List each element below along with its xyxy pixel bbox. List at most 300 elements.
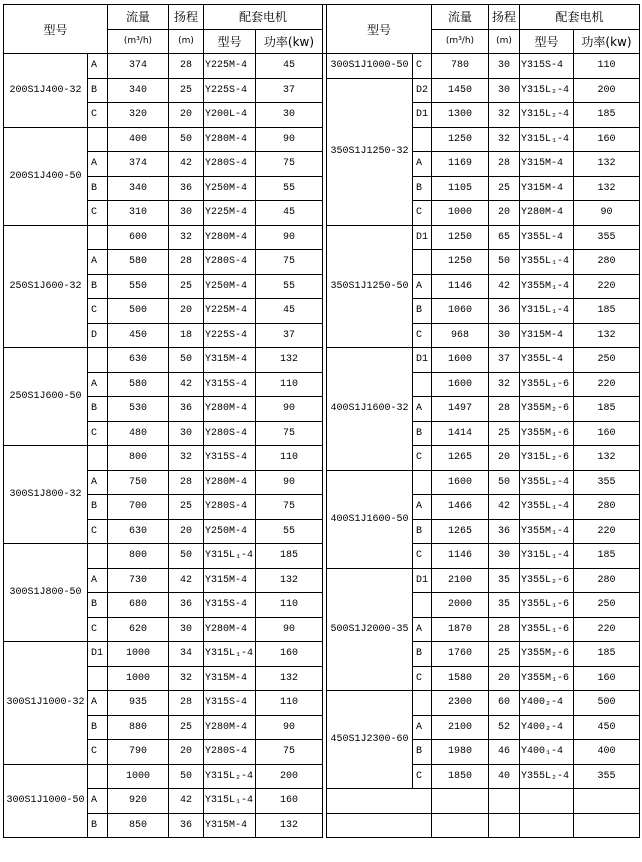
- table-row: [4, 813, 640, 838]
- flow-cell: 600: [108, 225, 169, 250]
- variant-suffix-cell: C: [413, 544, 432, 569]
- table-row: [4, 250, 640, 275]
- motor-model-cell: Y315L₁-4: [520, 127, 574, 152]
- variant-suffix-cell: C: [413, 54, 432, 79]
- head-cell: 32: [169, 446, 204, 471]
- variant-suffix-cell: C: [88, 299, 108, 324]
- motor-model-cell: Y355M₁-4: [520, 274, 574, 299]
- variant-suffix-cell: A: [88, 152, 108, 177]
- col-motor-model-header: 型号: [204, 29, 256, 54]
- motor-model-cell: Y315M-4: [520, 323, 574, 348]
- flow-cell: 480: [108, 421, 169, 446]
- table-row: [4, 740, 640, 765]
- flow-cell: 1000: [108, 764, 169, 789]
- variant-suffix-cell: A: [88, 691, 108, 716]
- head-cell: 28: [489, 617, 520, 642]
- motor-model-cell: Y355M₂-6: [520, 397, 574, 422]
- table-body: [4, 54, 640, 838]
- table-divider: [323, 446, 327, 471]
- flow-cell: 374: [108, 54, 169, 79]
- motor-model-cell: Y280M-4: [204, 470, 256, 495]
- motor-power-cell: 220: [574, 519, 640, 544]
- motor-power-cell: 132: [574, 323, 640, 348]
- flow-cell: 790: [108, 740, 169, 765]
- table-row: [4, 715, 640, 740]
- col-motor-power-header: 功率(kw): [574, 29, 640, 54]
- variant-suffix-cell: [88, 348, 108, 373]
- motor-model-cell: Y250M-4: [204, 176, 256, 201]
- motor-power-cell: 45: [256, 54, 323, 79]
- motor-model-cell: Y280S-4: [204, 495, 256, 520]
- flow-cell: 1466: [432, 495, 489, 520]
- pump-model-cell: 400S1J1600-50: [327, 470, 413, 568]
- table-divider: [323, 642, 327, 667]
- pump-spec-sheet: [3, 4, 640, 838]
- motor-power-cell: 185: [574, 103, 640, 128]
- motor-model-cell: Y280M-4: [204, 127, 256, 152]
- head-cell: 28: [169, 470, 204, 495]
- table-row: [4, 225, 640, 250]
- variant-suffix-cell: C: [88, 201, 108, 226]
- table-divider: [323, 201, 327, 226]
- variant-suffix-cell: C: [88, 103, 108, 128]
- motor-model-cell: Y355L₂-4: [520, 470, 574, 495]
- motor-power-cell: 110: [256, 446, 323, 471]
- motor-model-cell: Y315M-4: [204, 568, 256, 593]
- col-head-header: 扬程: [489, 5, 520, 30]
- motor-power-cell: 185: [574, 397, 640, 422]
- motor-power-cell: 160: [574, 666, 640, 691]
- motor-power-cell: 280: [574, 250, 640, 275]
- head-cell: 28: [489, 152, 520, 177]
- head-cell: 30: [489, 54, 520, 79]
- variant-suffix-cell: A: [413, 617, 432, 642]
- motor-model-cell: Y355L₁-6: [520, 372, 574, 397]
- motor-model-cell: Y355M₁-6: [520, 666, 574, 691]
- empty-cell: [432, 813, 489, 838]
- motor-power-cell: 200: [256, 764, 323, 789]
- motor-model-cell: Y355L₂-4: [520, 764, 574, 789]
- motor-power-cell: 37: [256, 78, 323, 103]
- variant-suffix-cell: D: [88, 323, 108, 348]
- motor-model-cell: Y225M-4: [204, 201, 256, 226]
- head-cell: 32: [169, 225, 204, 250]
- table-row: [4, 642, 640, 667]
- flow-cell: 340: [108, 176, 169, 201]
- table-divider: [323, 127, 327, 152]
- motor-power-cell: 132: [256, 666, 323, 691]
- flow-cell: 1250: [432, 250, 489, 275]
- head-cell: 46: [489, 740, 520, 765]
- variant-suffix-cell: C: [413, 666, 432, 691]
- motor-model-cell: Y315L₂-4: [520, 103, 574, 128]
- variant-suffix-cell: [413, 250, 432, 275]
- variant-suffix-cell: C: [88, 519, 108, 544]
- empty-cell: [520, 789, 574, 814]
- flow-cell: 1980: [432, 740, 489, 765]
- head-cell: 36: [489, 299, 520, 324]
- flow-cell: 630: [108, 519, 169, 544]
- motor-model-cell: Y225S-4: [204, 78, 256, 103]
- variant-suffix-cell: C: [88, 617, 108, 642]
- variant-suffix-cell: [88, 127, 108, 152]
- variant-suffix-cell: A: [88, 250, 108, 275]
- motor-model-cell: Y250M-4: [204, 519, 256, 544]
- variant-suffix-cell: B: [413, 642, 432, 667]
- table-row: [4, 568, 640, 593]
- empty-cell: [520, 813, 574, 838]
- motor-model-cell: Y280S-4: [204, 421, 256, 446]
- motor-power-cell: 220: [574, 274, 640, 299]
- variant-suffix-cell: A: [88, 372, 108, 397]
- table-divider: [323, 274, 327, 299]
- motor-power-cell: 355: [574, 225, 640, 250]
- variant-suffix-cell: [88, 225, 108, 250]
- flow-cell: 1265: [432, 446, 489, 471]
- motor-power-cell: 110: [256, 593, 323, 618]
- variant-suffix-cell: A: [413, 495, 432, 520]
- flow-cell: 620: [108, 617, 169, 642]
- head-cell: 20: [169, 299, 204, 324]
- motor-power-cell: 110: [256, 372, 323, 397]
- table-divider: [323, 764, 327, 789]
- motor-model-cell: Y225S-4: [204, 323, 256, 348]
- col-flow-unit: (m³/h): [108, 29, 169, 54]
- motor-model-cell: Y280S-4: [204, 740, 256, 765]
- col-head-unit: (m): [489, 29, 520, 54]
- variant-suffix-cell: B: [88, 593, 108, 618]
- flow-cell: 580: [108, 250, 169, 275]
- flow-cell: 730: [108, 568, 169, 593]
- flow-cell: 580: [108, 372, 169, 397]
- col-motor-header: 配套电机: [204, 5, 323, 30]
- col-model-header: 型号: [327, 5, 432, 54]
- head-cell: 32: [489, 103, 520, 128]
- variant-suffix-cell: D1: [413, 103, 432, 128]
- flow-cell: 1146: [432, 274, 489, 299]
- flow-cell: 1000: [108, 666, 169, 691]
- motor-model-cell: Y315M-4: [204, 348, 256, 373]
- empty-cell: [327, 813, 432, 838]
- motor-model-cell: Y355M₁-6: [520, 421, 574, 446]
- motor-model-cell: Y315L₁-4: [520, 299, 574, 324]
- motor-power-cell: 37: [256, 323, 323, 348]
- motor-power-cell: 185: [574, 642, 640, 667]
- motor-model-cell: Y315L₁-4: [204, 544, 256, 569]
- head-cell: 20: [489, 201, 520, 226]
- motor-model-cell: Y315L₁-4: [204, 789, 256, 814]
- table-row: [4, 323, 640, 348]
- motor-power-cell: 132: [256, 813, 323, 838]
- variant-suffix-cell: C: [413, 446, 432, 471]
- head-cell: 42: [169, 152, 204, 177]
- flow-cell: 1000: [108, 642, 169, 667]
- variant-suffix-cell: D1: [413, 348, 432, 373]
- pump-model-cell: 250S1J600-32: [4, 225, 88, 348]
- header-row-1: [4, 5, 640, 30]
- variant-suffix-cell: D2: [413, 78, 432, 103]
- variant-suffix-cell: B: [88, 715, 108, 740]
- flow-cell: 1169: [432, 152, 489, 177]
- motor-power-cell: 75: [256, 421, 323, 446]
- table-row: [4, 103, 640, 128]
- variant-suffix-cell: B: [413, 421, 432, 446]
- motor-power-cell: 90: [256, 127, 323, 152]
- flow-cell: 1580: [432, 666, 489, 691]
- table-row: [4, 617, 640, 642]
- head-cell: 42: [169, 568, 204, 593]
- flow-cell: 1850: [432, 764, 489, 789]
- empty-cell: [574, 813, 640, 838]
- motor-power-cell: 160: [256, 789, 323, 814]
- pump-model-cell: 200S1J400-32: [4, 54, 88, 128]
- motor-model-cell: Y315M-4: [520, 176, 574, 201]
- flow-cell: 1250: [432, 127, 489, 152]
- motor-power-cell: 400: [574, 740, 640, 765]
- table-divider: [323, 372, 327, 397]
- flow-cell: 2000: [432, 593, 489, 618]
- variant-suffix-cell: A: [413, 274, 432, 299]
- flow-cell: 1300: [432, 103, 489, 128]
- motor-model-cell: Y315L₂-6: [520, 446, 574, 471]
- head-cell: 30: [489, 78, 520, 103]
- variant-suffix-cell: B: [88, 274, 108, 299]
- motor-power-cell: 75: [256, 495, 323, 520]
- head-cell: 40: [489, 764, 520, 789]
- table-row: [4, 421, 640, 446]
- col-model-header: 型号: [4, 5, 108, 54]
- head-cell: 37: [489, 348, 520, 373]
- variant-suffix-cell: A: [413, 397, 432, 422]
- motor-model-cell: Y355L-4: [520, 348, 574, 373]
- flow-cell: 800: [108, 544, 169, 569]
- head-cell: 25: [169, 715, 204, 740]
- head-cell: 30: [169, 421, 204, 446]
- motor-power-cell: 90: [256, 715, 323, 740]
- col-head-header: 扬程: [169, 5, 204, 30]
- flow-cell: 1250: [432, 225, 489, 250]
- variant-suffix-cell: [413, 691, 432, 716]
- flow-cell: 374: [108, 152, 169, 177]
- flow-cell: 1600: [432, 470, 489, 495]
- head-cell: 30: [489, 323, 520, 348]
- variant-suffix-cell: A: [88, 568, 108, 593]
- motor-power-cell: 90: [256, 617, 323, 642]
- head-cell: 28: [169, 691, 204, 716]
- flow-cell: 2300: [432, 691, 489, 716]
- motor-model-cell: Y225M-4: [204, 54, 256, 79]
- table-row: [4, 519, 640, 544]
- head-cell: 25: [489, 176, 520, 201]
- pump-model-cell: 200S1J400-50: [4, 127, 88, 225]
- pump-model-cell: 350S1J1250-32: [327, 78, 413, 225]
- motor-power-cell: 185: [574, 544, 640, 569]
- head-cell: 20: [169, 519, 204, 544]
- table-divider: [323, 617, 327, 642]
- table-row: [4, 446, 640, 471]
- variant-suffix-cell: B: [88, 813, 108, 838]
- flow-cell: 1760: [432, 642, 489, 667]
- motor-model-cell: Y355L₁-6: [520, 617, 574, 642]
- pump-spec-table: [3, 4, 640, 838]
- col-flow-header: 流量: [432, 5, 489, 30]
- motor-power-cell: 450: [574, 715, 640, 740]
- head-cell: 36: [489, 519, 520, 544]
- variant-suffix-cell: C: [413, 201, 432, 226]
- head-cell: 20: [169, 103, 204, 128]
- motor-power-cell: 55: [256, 519, 323, 544]
- motor-model-cell: Y200L-4: [204, 103, 256, 128]
- flow-cell: 880: [108, 715, 169, 740]
- head-cell: 50: [169, 764, 204, 789]
- col-flow-header: 流量: [108, 5, 169, 30]
- table-divider: [323, 323, 327, 348]
- table-row: [4, 372, 640, 397]
- table-row: [4, 495, 640, 520]
- empty-cell: [489, 813, 520, 838]
- flow-cell: 1600: [432, 372, 489, 397]
- variant-suffix-cell: C: [88, 421, 108, 446]
- motor-power-cell: 45: [256, 201, 323, 226]
- table-divider: [323, 495, 327, 520]
- variant-suffix-cell: A: [413, 152, 432, 177]
- motor-model-cell: Y280M-4: [204, 397, 256, 422]
- head-cell: 32: [489, 127, 520, 152]
- pump-model-cell: 450S1J2300-60: [327, 691, 413, 789]
- motor-model-cell: Y315S-4: [204, 372, 256, 397]
- motor-model-cell: Y280S-4: [204, 250, 256, 275]
- variant-suffix-cell: C: [413, 764, 432, 789]
- motor-power-cell: 90: [256, 397, 323, 422]
- variant-suffix-cell: A: [88, 470, 108, 495]
- head-cell: 25: [489, 421, 520, 446]
- motor-power-cell: 132: [574, 176, 640, 201]
- head-cell: 42: [169, 789, 204, 814]
- motor-power-cell: 75: [256, 152, 323, 177]
- flow-cell: 310: [108, 201, 169, 226]
- flow-cell: 1105: [432, 176, 489, 201]
- variant-suffix-cell: C: [413, 323, 432, 348]
- head-cell: 50: [169, 348, 204, 373]
- table-row: [4, 691, 640, 716]
- flow-cell: 1265: [432, 519, 489, 544]
- head-cell: 25: [489, 642, 520, 667]
- col-motor-header: 配套电机: [520, 5, 640, 30]
- flow-cell: 1000: [432, 201, 489, 226]
- motor-model-cell: Y315S-4: [204, 446, 256, 471]
- motor-model-cell: Y280S-4: [204, 152, 256, 177]
- flow-cell: 1450: [432, 78, 489, 103]
- motor-model-cell: Y355L-4: [520, 225, 574, 250]
- flow-cell: 680: [108, 593, 169, 618]
- flow-cell: 1146: [432, 544, 489, 569]
- motor-model-cell: Y315L₂-4: [204, 764, 256, 789]
- motor-model-cell: Y315S-4: [204, 593, 256, 618]
- motor-power-cell: 132: [256, 348, 323, 373]
- motor-model-cell: Y280M-4: [204, 225, 256, 250]
- table-row: [4, 397, 640, 422]
- flow-cell: 320: [108, 103, 169, 128]
- variant-suffix-cell: D1: [88, 642, 108, 667]
- flow-cell: 530: [108, 397, 169, 422]
- head-cell: 50: [169, 127, 204, 152]
- variant-suffix-cell: D1: [413, 225, 432, 250]
- motor-model-cell: Y315S-4: [204, 691, 256, 716]
- table-divider: [323, 740, 327, 765]
- motor-power-cell: 90: [256, 225, 323, 250]
- variant-suffix-cell: B: [413, 740, 432, 765]
- flow-cell: 1060: [432, 299, 489, 324]
- motor-power-cell: 110: [574, 54, 640, 79]
- motor-power-cell: 90: [574, 201, 640, 226]
- motor-model-cell: Y355L₁-4: [520, 495, 574, 520]
- motor-model-cell: Y400₂-4: [520, 691, 574, 716]
- empty-cell: [432, 789, 489, 814]
- table-row: [4, 544, 640, 569]
- table-row: [4, 593, 640, 618]
- head-cell: 20: [489, 666, 520, 691]
- head-cell: 34: [169, 642, 204, 667]
- motor-model-cell: Y280M-4: [204, 715, 256, 740]
- variant-suffix-cell: B: [413, 299, 432, 324]
- head-cell: 42: [169, 372, 204, 397]
- variant-suffix-cell: [88, 446, 108, 471]
- flow-cell: 500: [108, 299, 169, 324]
- motor-power-cell: 355: [574, 470, 640, 495]
- head-cell: 42: [489, 495, 520, 520]
- flow-cell: 780: [432, 54, 489, 79]
- head-cell: 36: [169, 397, 204, 422]
- variant-suffix-cell: A: [88, 54, 108, 79]
- table-divider: [323, 715, 327, 740]
- motor-power-cell: 355: [574, 764, 640, 789]
- pump-model-cell: 400S1J1600-32: [327, 348, 413, 471]
- variant-suffix-cell: [88, 666, 108, 691]
- motor-model-cell: Y315L₂-4: [520, 78, 574, 103]
- table-row: [4, 666, 640, 691]
- flow-cell: 920: [108, 789, 169, 814]
- col-head-unit: (m): [169, 29, 204, 54]
- motor-model-cell: Y355M₂-6: [520, 642, 574, 667]
- motor-model-cell: Y355L₂-6: [520, 568, 574, 593]
- flow-cell: 800: [108, 446, 169, 471]
- flow-cell: 340: [108, 78, 169, 103]
- motor-model-cell: Y315M-4: [204, 813, 256, 838]
- table-row: [4, 348, 640, 373]
- variant-suffix-cell: B: [88, 176, 108, 201]
- motor-power-cell: 30: [256, 103, 323, 128]
- table-row: [4, 152, 640, 177]
- variant-suffix-cell: B: [88, 397, 108, 422]
- motor-model-cell: Y400₂-4: [520, 715, 574, 740]
- head-cell: 28: [489, 397, 520, 422]
- motor-model-cell: Y315M-4: [520, 152, 574, 177]
- table-divider: [323, 421, 327, 446]
- pump-model-cell: 300S1J800-50: [4, 544, 88, 642]
- flow-cell: 1497: [432, 397, 489, 422]
- head-cell: 20: [169, 740, 204, 765]
- flow-cell: 1870: [432, 617, 489, 642]
- flow-cell: 450: [108, 323, 169, 348]
- motor-power-cell: 220: [574, 372, 640, 397]
- motor-model-cell: Y400₁-4: [520, 740, 574, 765]
- variant-suffix-cell: B: [88, 78, 108, 103]
- table-divider: [323, 103, 327, 128]
- head-cell: 30: [489, 544, 520, 569]
- motor-power-cell: 110: [256, 691, 323, 716]
- motor-power-cell: 185: [256, 544, 323, 569]
- table-divider: [323, 299, 327, 324]
